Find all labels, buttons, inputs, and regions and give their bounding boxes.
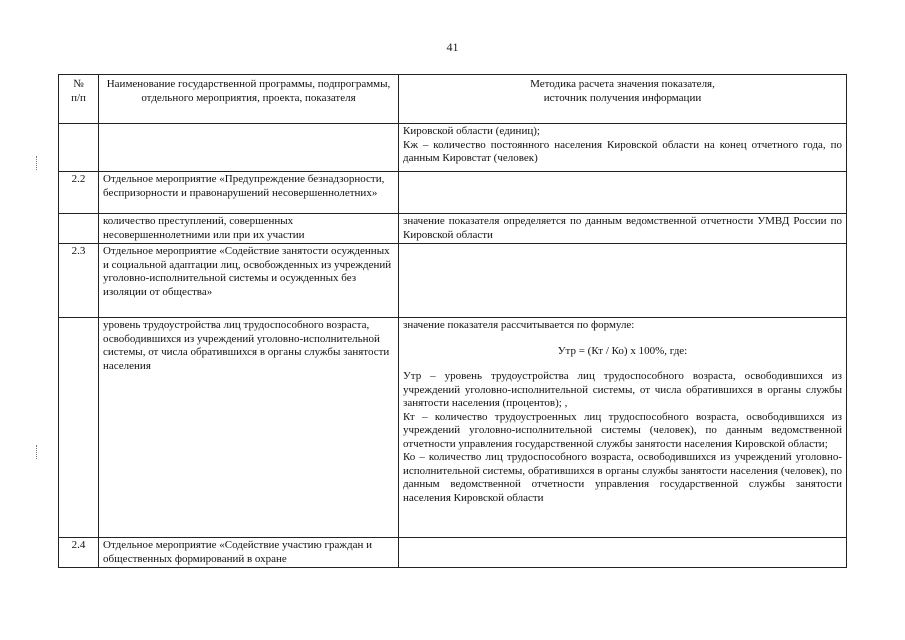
table-header-row [59,75,847,124]
row-method [399,244,847,318]
row-method [399,538,847,568]
method-line: Ко – количество лиц трудоспособного возраста, освободившихся из учреждений уголовно-исполнительной системы, обратившихся в органы службы занятости населения (человек), по данным ведомственной отчетности управления государственной службы занятости населения Кировской области [403,451,842,504]
method-line: Кт – количество трудоустроенных лиц трудоспособного возраста, освободившихся из учреждений уголовно-исполнительной системы (человек), по данным ведомственной отчетности управления государственной службы занятости населения Кировской области; [403,410,842,450]
method-line: Утр – уровень трудоустройства лиц трудоспособного возраста, освободившихся из учреждений уголовно-исполнительной системы, от числа обратившихся в органы службы занятости населения (процентов); , [403,370,842,409]
table-row [59,172,847,214]
row-name: Отдельное мероприятие «Содействие занятости осужденных и социальной адаптации лиц, освобожденных из учреждений уголовно-исполнительной системы и осужденных без изоляции от общества» [99,244,399,318]
row-num [59,124,99,172]
row-num [59,214,99,244]
page-number: 41 [446,40,459,54]
row-name: Отдельное мероприятие «Предупреждение безнадзорности, беспризорности и правонарушений несовершеннолетних» [99,172,399,214]
method-line: значение показателя определяется по данным ведомственной отчетности УМВД России по Кировской области [403,215,842,241]
row-name: количество преступлений, совершенных несовершеннолетними или при их участии [99,214,399,244]
row-method [399,172,847,214]
table-row [59,244,847,318]
header-num: № п/п [59,75,99,124]
table-row [59,124,847,172]
row-num: 2.4 [59,538,99,568]
header-method: Методика расчета значения показателя, источник получения информации [399,75,847,124]
formula: Утр = (Кт / Ко) х 100%, где: [557,344,688,357]
table-row [59,538,847,568]
row-name: уровень трудоустройства лиц трудоспособного возраста, освободившихся из учреждений уголовно-исполнительной системы, от числа обратившихся в органы службы занятости населения [99,318,399,538]
row-num: 2.2 [59,172,99,214]
method-line: Кж – количество постоянного населения Кировской области на конец отчетного года, по данным Кировстат (человек) [403,138,842,164]
row-name [99,124,399,172]
margin-mark [36,156,38,170]
method-line: Кировской области (единиц); [403,125,540,137]
row-num [59,318,99,538]
row-num: 2.3 [59,244,99,318]
indicators-table [58,74,847,568]
table-row [59,318,847,538]
table-row [59,214,847,244]
row-method [399,124,847,172]
row-name: Отдельное мероприятие «Содействие участию граждан и общественных формирований в охране [99,538,399,568]
row-method [399,214,847,244]
header-name: Наименование государственной программы, подпрограммы, отдельного мероприятия, проекта, показателя [99,75,399,124]
method-intro: значение показателя рассчитывается по формуле: [403,319,635,331]
row-method [399,318,847,538]
margin-mark [36,445,38,459]
